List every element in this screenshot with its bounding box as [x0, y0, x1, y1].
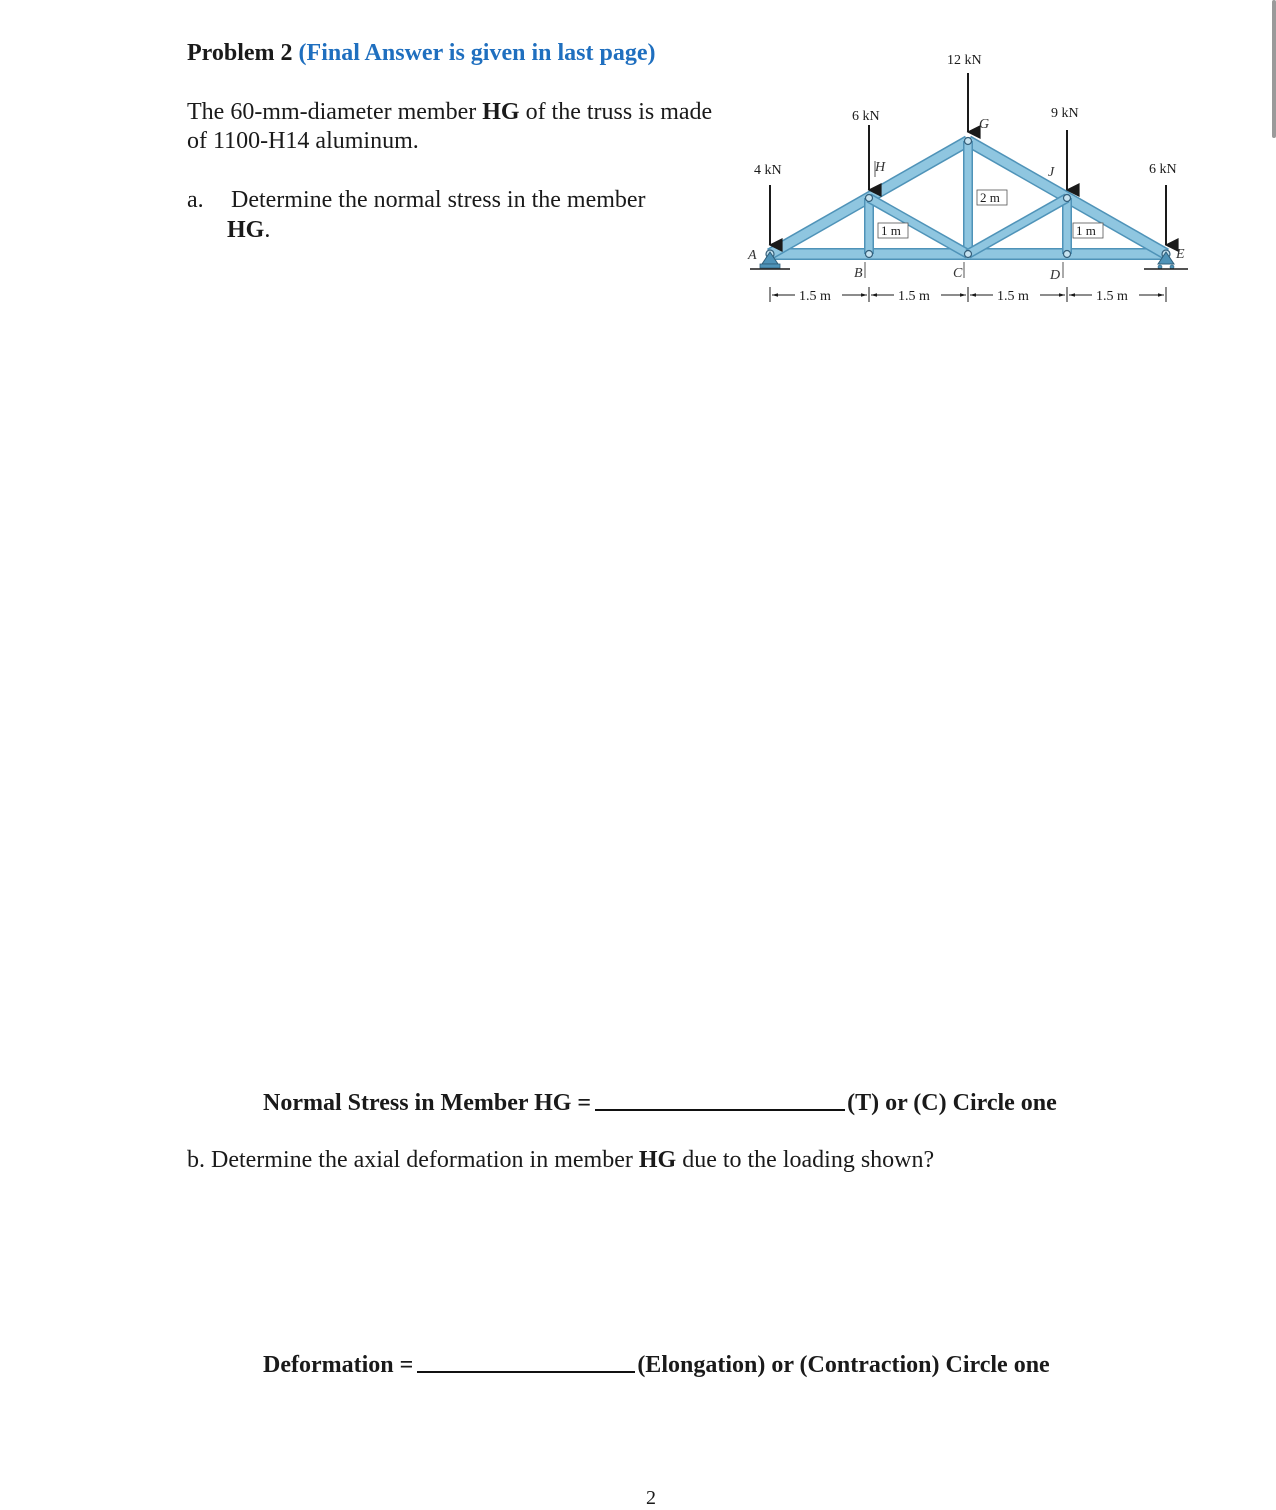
answer-a-suffix: (T) or (C) Circle one [847, 1090, 1057, 1116]
load-label-H: 6 kN [852, 109, 880, 124]
load-label-G: 12 kN [947, 53, 982, 68]
span-label-1: 1.5 m [799, 289, 831, 304]
pin-D [1064, 251, 1071, 258]
span-label-2: 1.5 m [898, 289, 930, 304]
problem-number: Problem 2 [187, 40, 293, 66]
span-label-3: 1.5 m [997, 289, 1029, 304]
joint-label-J: J [1048, 165, 1055, 180]
truss-members [770, 141, 1166, 254]
page-number: 2 [646, 1487, 656, 1509]
scrollbar[interactable] [1272, 0, 1276, 138]
answer-a-label: Normal Stress in Member HG = [263, 1090, 592, 1116]
member-JC [968, 198, 1067, 254]
answer-b-row [263, 1352, 1050, 1379]
answer-a-row [263, 1090, 1057, 1117]
joint-label-A: A [748, 248, 757, 263]
joint-label-E: E [1176, 247, 1185, 262]
problem-heading [187, 40, 655, 67]
part-a-text: Determine the normal stress in the member [231, 187, 646, 213]
load-label-J: 9 kN [1051, 106, 1079, 121]
joint-label-B: B [854, 266, 863, 281]
part-a-label: a. [187, 187, 204, 213]
part-a-member: HG [227, 217, 265, 243]
answer-b-blank[interactable] [417, 1370, 635, 1373]
height-label-JD: 1 m [1076, 223, 1096, 238]
joint-label-G: G [979, 117, 990, 132]
pin-H [866, 195, 873, 202]
load-label-E: 6 kN [1149, 162, 1177, 177]
pin-B [866, 251, 873, 258]
intro-text: The 60-mm-diameter member [187, 99, 483, 125]
pin-G [965, 138, 972, 145]
span-label-4: 1.5 m [1096, 289, 1128, 304]
joint-label-H: H [875, 160, 886, 175]
part-a-question [187, 185, 707, 245]
pin-C [965, 251, 972, 258]
part-b-text-end: due to the loading shown? [676, 1147, 935, 1173]
answer-note: (Final Answer is given in last page) [298, 40, 656, 66]
answer-b-suffix: (Elongation) or (Contraction) Circle one [637, 1352, 1050, 1378]
intro-text-end: of the truss is made of 1100-H14 aluminum. [187, 99, 713, 154]
pin-J [1064, 195, 1071, 202]
part-b-label: b. [187, 1147, 205, 1173]
joint-label-C: C [953, 266, 963, 281]
load-label-A: 4 kN [754, 163, 782, 178]
part-b-text: Determine the axial deformation in member [211, 1147, 639, 1173]
part-b-question [187, 1147, 934, 1174]
part-a-period: . [264, 217, 271, 243]
joint-label-D: D [1050, 268, 1061, 283]
height-label-GC: 2 m [980, 190, 1000, 205]
answer-a-blank[interactable] [595, 1108, 845, 1111]
part-b-member: HG [638, 1147, 677, 1173]
answer-b-label: Deformation = [263, 1352, 414, 1378]
truss-figure [740, 40, 1200, 320]
problem-statement [187, 98, 717, 156]
height-label-HB: 1 m [881, 223, 901, 238]
intro-member: HG [482, 99, 520, 125]
